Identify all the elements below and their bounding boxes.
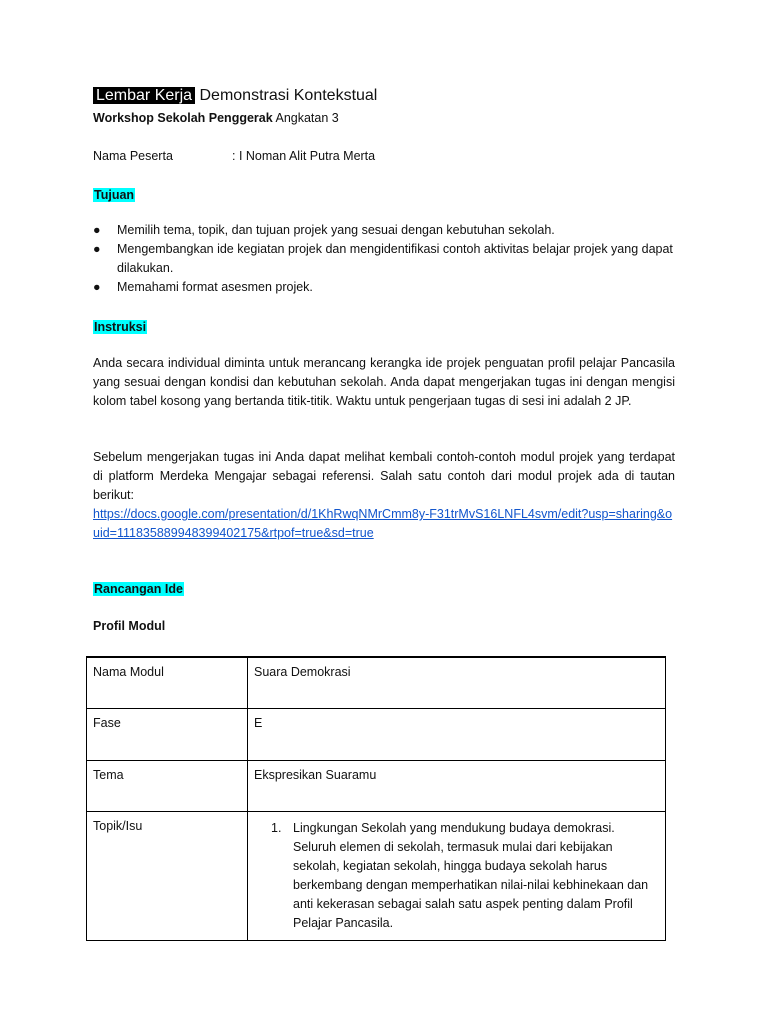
worksheet-tag: Lembar Kerja (93, 87, 195, 104)
tujuan-item-text: Memilih tema, topik, dan tujuan projek yang sesuai dengan kebutuhan sekolah. (117, 223, 555, 237)
row-value: Ekspresikan Suaramu (248, 761, 666, 812)
instruksi-heading-wrap (93, 317, 147, 337)
participant-label: Nama Peserta (93, 149, 173, 163)
rancangan-heading: Rancangan Ide (94, 582, 183, 596)
row-value: Suara Demokrasi (248, 657, 666, 709)
list-item (254, 819, 659, 933)
table-row (87, 761, 666, 812)
worksheet-title (93, 87, 377, 105)
tujuan-item-text: Memahami format asesmen projek. (117, 280, 313, 294)
list-item (93, 240, 683, 278)
row-label: Fase (87, 709, 248, 761)
instruksi-heading: Instruksi (94, 320, 147, 334)
tujuan-item-text: Mengembangkan ide kegiatan projek dan mengidentifikasi contoh aktivitas belajar projek yang dapat dilakukan. (117, 242, 673, 275)
profil-modul-heading: Profil Modul (93, 619, 166, 633)
instruksi-paragraph-2-text: Sebelum mengerjakan tugas ini Anda dapat melihat kembali contoh-contoh modul projek yang terdapat di platform Merdeka Mengajar sebagai referensi. Salah satu contoh dari modul projek ada di tautan berikut: (93, 450, 675, 502)
table-row (87, 709, 666, 761)
list-item (93, 221, 683, 240)
worksheet-title-text: Demonstrasi Kontekstual (199, 87, 378, 104)
table-row (87, 812, 666, 941)
bullet-icon: ● (93, 223, 101, 237)
tujuan-list (93, 221, 683, 297)
participant-name: : I Noman Alit Putra Merta (232, 149, 376, 163)
item-number: 1. (271, 821, 282, 835)
row-value (248, 812, 666, 941)
instruksi-paragraph-1: Anda secara individual diminta untuk merancang kerangka ide projek penguatan profil pelajar Pancasila yang sesuai dengan kondisi dan kebutuhan sekolah. Anda dapat mengerjakan tugas ini dengan mengisi kolom tabel kosong yang bertanda titik-titik. Waktu untuk pengerjaan tugas di sesi ini adalah 2 JP. (93, 356, 675, 408)
worksheet-subtitle (93, 111, 339, 125)
profil-modul-table (86, 656, 666, 941)
row-label: Topik/Isu (87, 812, 248, 941)
row-label: Nama Modul (87, 657, 248, 709)
list-item (93, 278, 683, 297)
instruksi-paragraph-2 (93, 448, 675, 543)
row-label: Tema (87, 761, 248, 812)
rancangan-heading-wrap (93, 579, 184, 599)
tujuan-heading-wrap (93, 185, 135, 205)
module-example-link[interactable]: https://docs.google.com/presentation/d/1KhRwqNMrCmm8y-F31trMvS16LNFL4svm/edit?usp=sharing&ouid=111835889948399402175&rtpof=true&sd=true (93, 507, 673, 540)
table-row (87, 657, 666, 709)
tujuan-heading: Tujuan (94, 188, 135, 202)
bullet-icon: ● (93, 242, 101, 256)
row-value: E (248, 709, 666, 761)
topik-list (254, 819, 659, 933)
subtitle-rest: Angkatan 3 (275, 111, 339, 125)
subtitle-bold: Workshop Sekolah Penggerak (93, 111, 273, 125)
topik-item-text: Lingkungan Sekolah yang mendukung budaya demokrasi. Seluruh elemen di sekolah, termasuk mulai dari kebijakan sekolah, kegiatan sekolah, hingga budaya sekolah harus berkembang dengan memperhatikan nilai-nilai kebhinekaan dan anti kekerasan sebagai salah satu aspek penting dalam Profil Pelajar Pancasila. (293, 821, 649, 930)
bullet-icon: ● (93, 280, 101, 294)
